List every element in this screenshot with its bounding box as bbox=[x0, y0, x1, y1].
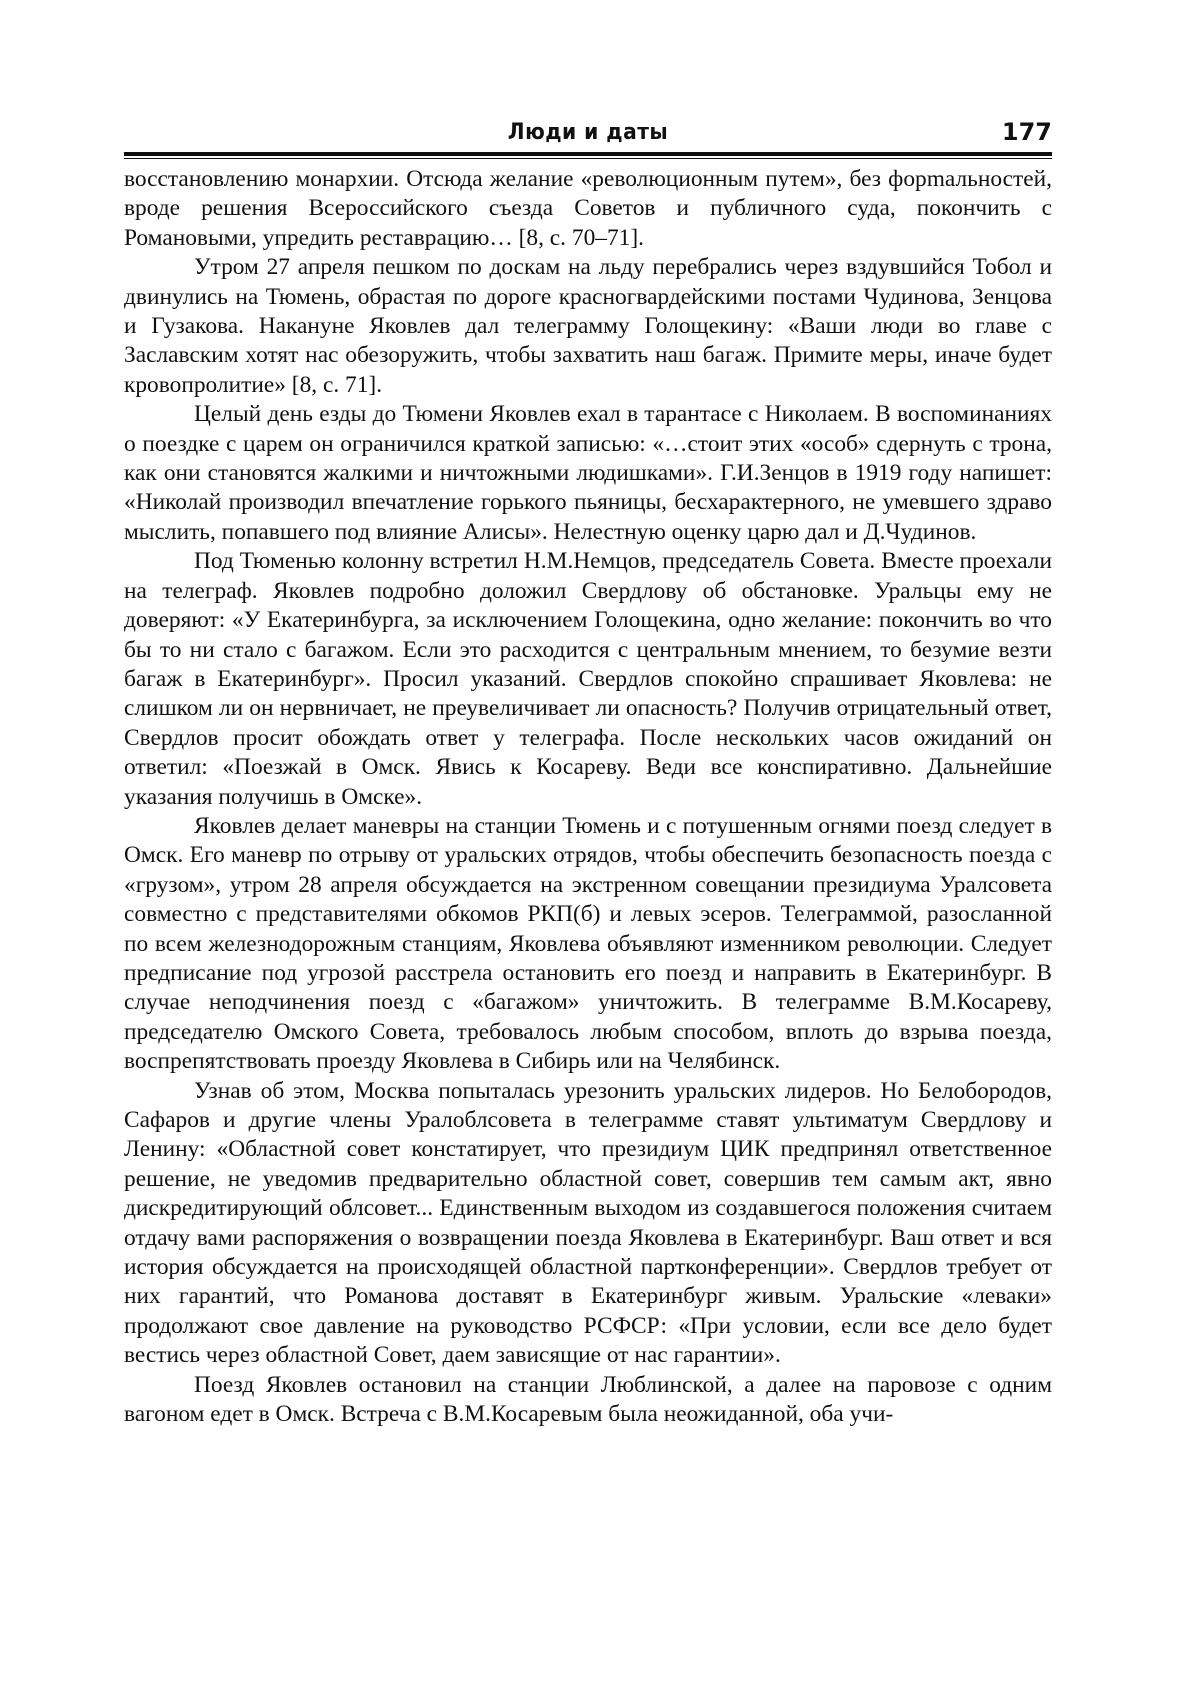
paragraph: восстановлению монархии. Отсюда желание «революционным путем», без форmальностей, вроде решения Всероссийского съезда Советов и публичного суда, покончить с Романовыми, упредить реставрацию… [8, с. 70–71]. bbox=[124, 166, 1052, 251]
body-text bbox=[124, 165, 1052, 1429]
running-header-title: Люди и даты bbox=[507, 120, 669, 145]
header-rule-thick bbox=[124, 152, 1052, 156]
header-rule-thin bbox=[124, 158, 1052, 159]
paragraph: Яковлев делает маневры на станции Тюмень и с потушенным огнями поезд следует в Омск. Его маневр по отрыву от уральских отрядов, чтобы обеспечить безопасность поезда с «грузом», утром 28 апреля обсуждается на экстренном совещании президиума Уралсовета совместно с представителями обкомов РКП(б) и левых эсеров. Телеграммой, разосланной по всем железнодорожным станциям, Яковлева объявляют изменником революции. Следует предписание под угрозой расстрела остановить его поезд и направить в Екатеринбург. В случае неподчинения поезд с «багажом» уничтожить. В телеграмме В.М.Косареву, председателю Омского Совета, требовалось любым способом, вплоть до взрыва поезда, воспрепятствовать проезду Яковлева в Сибирь или на Челябинск. bbox=[124, 812, 1052, 1075]
paragraph: Узнав об этом, Москва попыталась урезонить уральских лидеров. Но Белобородов, Сафаров и другие члены Уралоблсовета в телеграмме ставят ультиматум Свердлову и Ленину: «Областной совет констатирует, что президиум ЦИК предпринял ответственное решение, не уведомив предварительно областной совет, совершив тем самым акт, явно дискредитирующий облсовет... Единственным выходом из создавшегося положения считаем отдачу вами распоряжения о возвращении поезда Яковлева в Екатеринбург. Ваш ответ и вся история обсуждается на происходящей областной партконференции». Свердлов требует от них гарантий, что Романова доставят в Екатеринбург живым. Уральские «леваки» продолжают свое давление на руководство РСФСР: «При условии, если все дело будет вестись через областной Совет, даем зависящие от нас гарантии». bbox=[124, 1077, 1052, 1369]
running-header bbox=[124, 116, 1052, 150]
paragraph: Целый день езды до Тюмени Яковлев ехал в тарантасе с Николаем. В воспоминаниях о поездке с царем он ограничился краткой записью: «…стоит этих «особ» сдернуть с трона, как они становятся жалкими и ничтожными людишками». Г.И.Зенцов в 1919 году напишет: «Николай производил впечатление горького пьяницы, бесхарактерного, не умевшего здраво мыслить, попавшего под влияние Алисы». Нелестную оценку царю дал и Д.Чудинов. bbox=[124, 401, 1052, 545]
book-page bbox=[124, 116, 1052, 1429]
paragraph: Под Тюменью колонну встретил Н.М.Немцов, председатель Совета. Вместе проехали на телеграф. Яковлев подробно доложил Свердлову об обстановке. Уральцы ему не доверяют: «У Екатеринбурга, за исключением Голощекина, одно желание: покончить во что бы то ни стало с багажом. Если это расходится с центральным мнением, то безумие везти багаж в Екатеринбург». Просил указаний. Свердлов спокойно спрашивает Яковлева: не слишком ли он нервничает, не преувеличивает ли опасность? Получив отрицательный ответ, Свердлов просит обождать ответ у телеграфа. После нескольких часов ожиданий он ответил: «Поезжай в Омск. Явись к Косареву. Веди все конспиративно. Дальнейшие указания получишь в Омске». bbox=[124, 548, 1052, 810]
paragraph: Утром 27 апреля пешком по доскам на льду перебрались через вздувшийся Тобол и двинулись на Тюмень, обрастая по дороге красногвардейскими постами Чудинова, Зенцова и Гузакова. Накануне Яковлев дал телеграмму Голощекину: «Ваши люди во главе с Заславским хотят нас обезоружить, чтобы захватить наш багаж. Примите меры, иначе будет кровопролитие» [8, с. 71]. bbox=[124, 254, 1052, 398]
paragraph: Поезд Яковлев остановил на станции Люблинской, а далее на паровозе с одним вагоном едет в Омск. Встреча с В.М.Косаревым была неожиданной, оба учи- bbox=[124, 1371, 1052, 1428]
page-number: 177 bbox=[1001, 118, 1052, 146]
